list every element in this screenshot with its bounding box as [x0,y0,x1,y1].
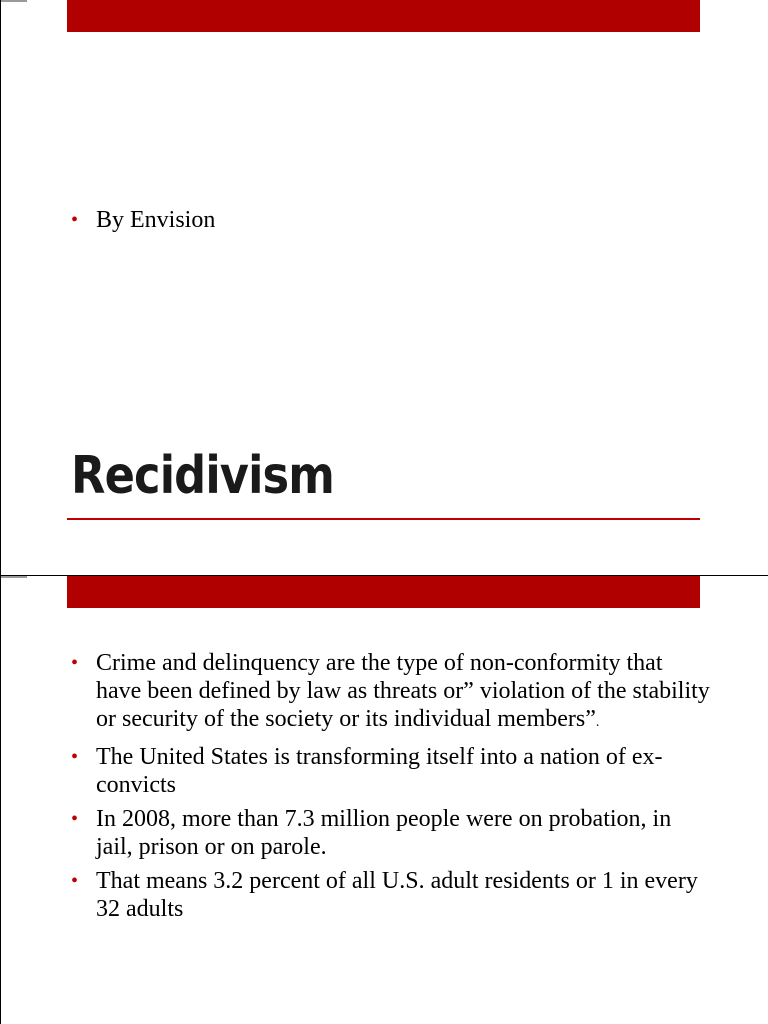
bullet-tail: . [595,715,600,730]
list-item [71,805,711,861]
title-underline [67,518,700,520]
list-item [71,649,711,737]
list-item [71,206,711,234]
list-item [71,867,711,923]
bullet-text: That means 3.2 percent of all U.S. adult residents or 1 in every 32 adults [96,868,698,922]
bullet-icon: • [71,746,79,768]
content-slide [0,576,768,1024]
header-bar [67,0,700,32]
subtitle-text: By Envision [96,207,216,233]
slide-title: Recidivism [71,446,335,506]
bullet-text: Crime and delinquency are the type of non-conformity that have been defined by law as threats or” violation of the stability or security of the society or its individual members” [96,650,710,732]
content-list [71,649,711,929]
bullet-icon: • [71,209,79,231]
bullet-text: The United States is transforming itself into a nation of ex-convicts [96,744,663,798]
slide-corner-mark [1,576,27,578]
subtitle-list [71,206,711,240]
slide-corner-mark [1,0,27,2]
bullet-text: In 2008, more than 7.3 million people were on probation, in jail, prison or on parole. [96,806,672,860]
list-item [71,743,711,799]
bullet-icon: • [71,808,79,830]
bullet-icon: • [71,870,79,892]
bullet-icon: • [71,652,79,674]
header-bar [67,576,700,608]
